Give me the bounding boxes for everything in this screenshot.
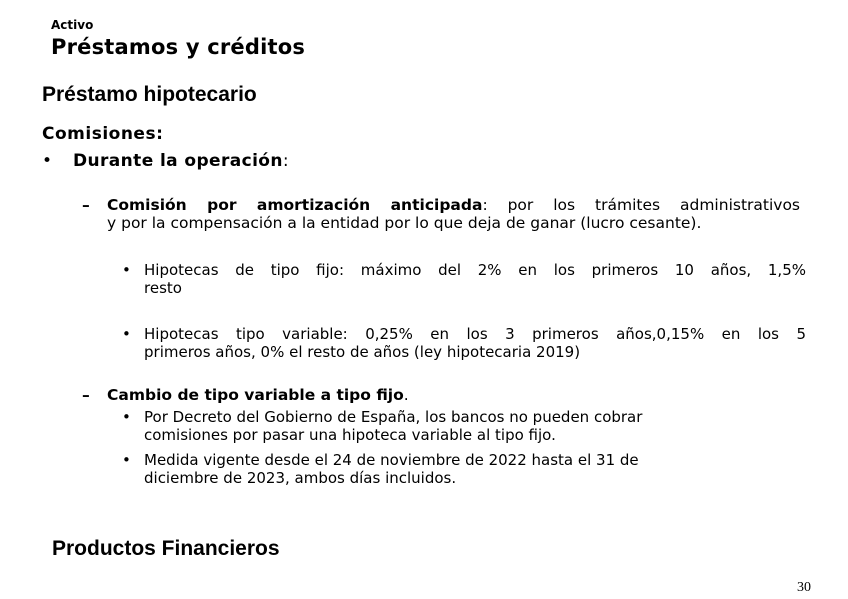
- page-title: Préstamos y créditos: [51, 35, 306, 59]
- item-rest-text: .: [403, 386, 409, 404]
- sub-bullet-marker: •: [122, 261, 131, 279]
- list-item-tipo-variable: [122, 325, 806, 365]
- subitem-line-1: Hipotecas tipo variable: 0,25% en los 3 primeros años,0,15% en los 5: [144, 325, 806, 343]
- page-number: 30: [797, 580, 811, 595]
- item-line-1: [107, 386, 800, 404]
- subitem-line-1: Medida vigente desde el 24 de noviembre de 2022 hasta el 31 de: [144, 451, 639, 469]
- subitem-line-2: comisiones por pasar una hipoteca variable al tipo fijo.: [144, 426, 556, 444]
- bullet-rest-text: :: [282, 151, 290, 171]
- subitem-line-1: Hipotecas de tipo fijo: máximo del 2% en los primeros 10 años, 1,5%: [144, 261, 806, 279]
- dash-marker: –: [82, 386, 90, 404]
- footer-title: Productos Financieros: [52, 537, 280, 560]
- item-line-1: [107, 196, 800, 214]
- subitem-line-1: Por Decreto del Gobierno de España, los bancos no pueden cobrar: [144, 408, 643, 426]
- sub-bullet-marker: •: [122, 325, 131, 343]
- sub-bullet-marker: •: [122, 408, 131, 426]
- list-item-medida-vigente: [122, 451, 762, 491]
- list-item-decreto: [122, 408, 762, 448]
- dash-marker: –: [82, 196, 90, 214]
- bullet-durante-operacion: [42, 151, 289, 171]
- comisiones-label: Comisiones:: [42, 124, 164, 144]
- subitem-line-2: diciembre de 2023, ambos días incluidos.: [144, 469, 457, 487]
- item-bold-text: Comisión por amortización anticipada: [107, 196, 483, 214]
- item-bold-text: Cambio de tipo variable a tipo fijo: [107, 386, 404, 404]
- list-item-cambio-tipo: [82, 386, 800, 406]
- section-title: Préstamo hipotecario: [42, 83, 257, 106]
- list-item-amortizacion: [82, 196, 800, 236]
- sub-bullet-marker: •: [122, 451, 131, 469]
- subitem-line-2: resto: [144, 279, 182, 297]
- item-rest-text: : por los trámites administrativos: [482, 196, 801, 214]
- bullet-marker: •: [42, 151, 53, 171]
- item-line-2: y por la compensación a la entidad por lo que deja de ganar (lucro cesante).: [107, 214, 702, 232]
- section-kicker: Activo: [51, 18, 94, 32]
- bullet-bold-text: Durante la operación: [73, 151, 283, 171]
- subitem-line-2: primeros años, 0% el resto de años (ley hipotecaria 2019): [144, 343, 581, 361]
- list-item-tipo-fijo: [122, 261, 806, 301]
